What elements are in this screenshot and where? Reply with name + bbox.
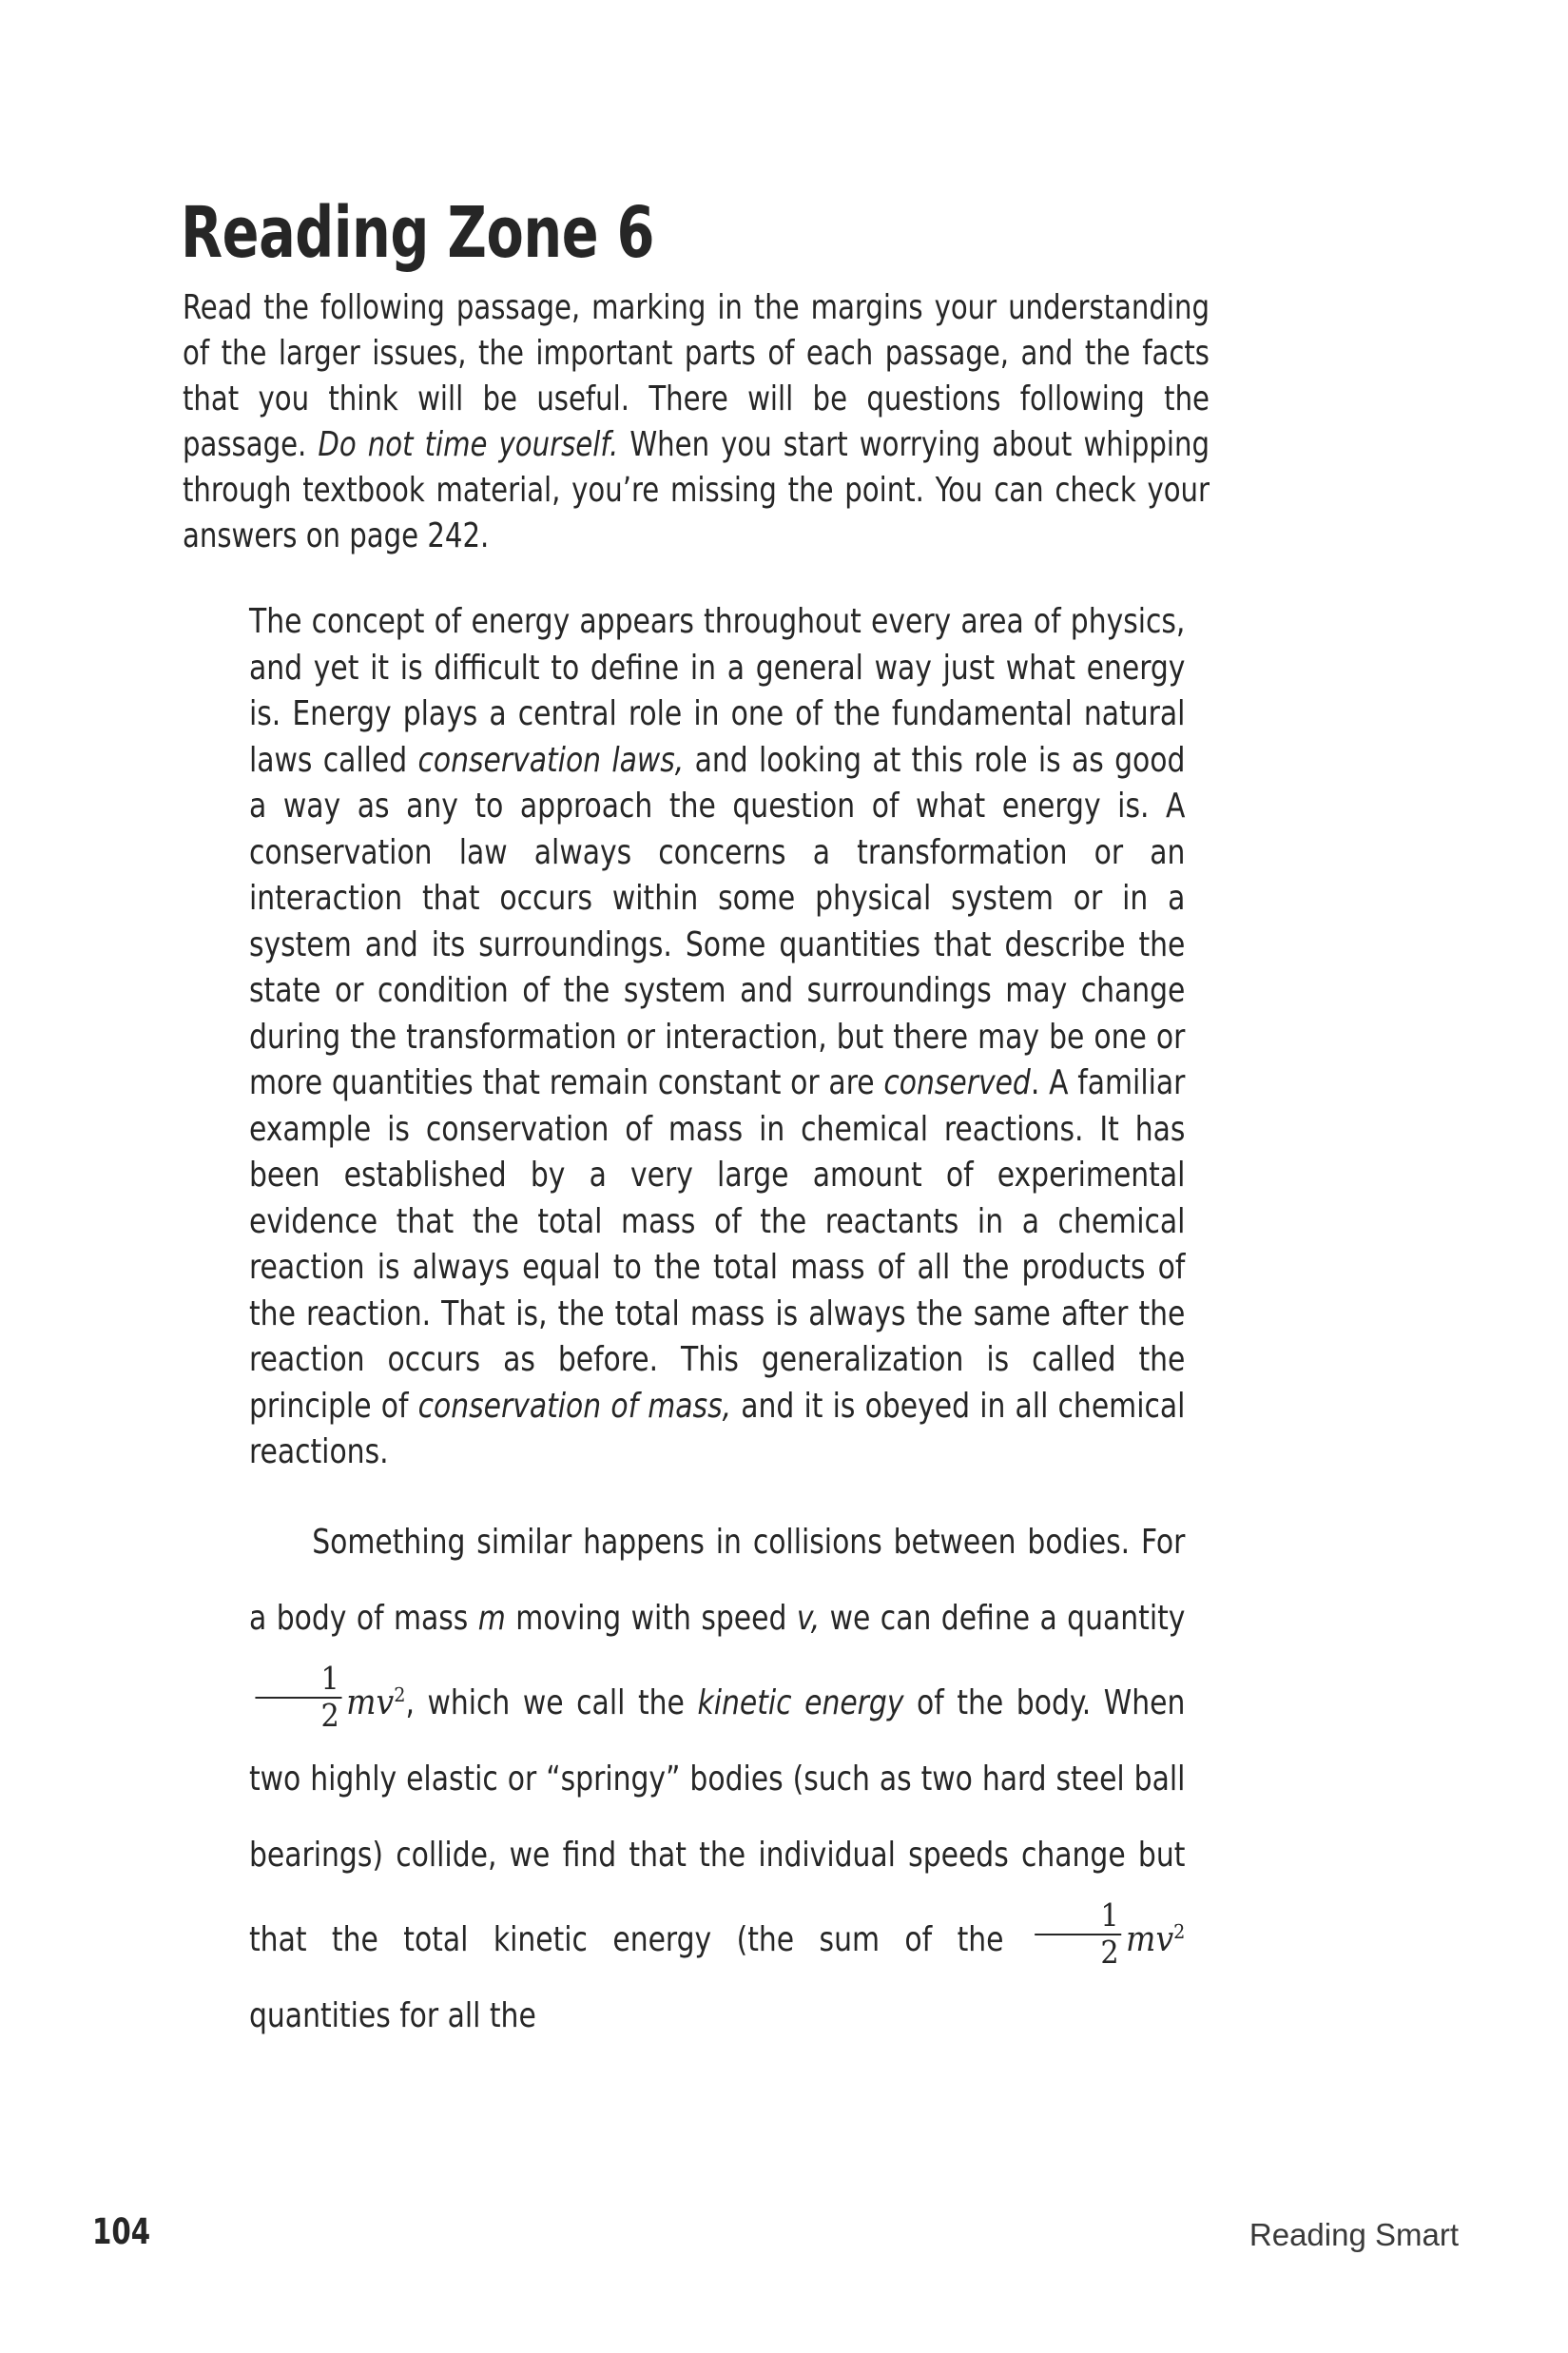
- passage-p1-italic-conserved: conserved: [883, 1063, 1031, 1102]
- passage-p2-variable-v: v,: [796, 1598, 821, 1638]
- page-title: Reading Zone 6: [181, 191, 655, 274]
- kinetic-energy-fraction-second: [1035, 1896, 1121, 1972]
- passage-p1-seg2: and looking at this role is as good a way as any to approach the question of what energy is. A conservation law always concerns a transformation or an interaction that occurs within some physical system or in a system and its surroundings. Some quantities that describe the state or condition of the system and surroundings may change during the transformation or interaction, but there may be one or more quantities that remain constant or are: [249, 740, 1186, 1102]
- footer-page-number: 104: [92, 2211, 151, 2252]
- fraction-denominator: 2: [320, 1697, 339, 1735]
- passage-paragraph-2: [249, 1505, 1185, 2054]
- passage-p2-seg3: we can define a quantity: [820, 1598, 1186, 1638]
- kinetic-energy-expression-first: [346, 1683, 405, 1722]
- kinetic-energy-fraction-first: [255, 1660, 341, 1735]
- passage-p1-seg4: and it is obeyed in all chemical reactions.: [249, 1386, 1186, 1471]
- passage-p1-italic-conservation-laws: conservation laws,: [417, 740, 685, 780]
- fraction-numerator: 1: [1100, 1896, 1119, 1935]
- intro-instructions: [183, 285, 1210, 559]
- fraction-denominator: 2: [1100, 1934, 1119, 1972]
- mv-base: mv: [346, 1682, 395, 1722]
- passage-p2-seg5: of the body. When two highly elastic or “springy” bodies (such as two hard steel ball bearings) collide, we find that the individual speeds change but that the total kinetic energy (the sum of the: [249, 1682, 1186, 1959]
- mv-exponent: 2: [394, 1682, 406, 1706]
- mv-exponent: 2: [1173, 1919, 1186, 1943]
- footer-book-title: Reading Smart: [1249, 2217, 1459, 2252]
- fraction-numerator: 1: [320, 1660, 339, 1698]
- kinetic-energy-expression-second: [1126, 1920, 1185, 1959]
- intro-text-part1: Read the following passage, marking in the margins your understanding of the larger issues, the important parts of each passage, and the facts that you think will be useful. There will be questions following the passage.: [183, 288, 1210, 464]
- passage-p2-seg6: quantities for all the: [249, 1995, 536, 2035]
- passage-p2-italic-kinetic-energy: kinetic energy: [697, 1682, 904, 1722]
- passage-p1-seg1: The concept of energy appears throughout every area of physics, and yet it is difficult to define in a general way just what energy is. Energy plays a central role in one of the fundamental natural laws called: [249, 602, 1186, 780]
- passage-p2-seg2: moving with speed: [505, 1598, 797, 1638]
- passage-p2-seg4: , which we call the: [405, 1682, 698, 1722]
- intro-text-part2: When you start worrying about whipping through textbook material, you’re missing the point. You can check your answers on page 242.: [183, 425, 1210, 555]
- passage-p1-seg3: . A familiar example is conservation of mass in chemical reactions. It has been established by a very large amount of experimental evidence that the total mass of the reactants in a chemical reaction is always equal to the total mass of all the products of the reaction. That is, the total mass is always the same after the reaction occurs as before. This generalization is called the principle of: [249, 1063, 1186, 1426]
- passage-p2-seg1: Something similar happens in collisions between bodies. For a body of mass: [249, 1522, 1186, 1638]
- mv-base: mv: [1126, 1919, 1174, 1959]
- reading-passage: [249, 599, 1185, 2054]
- intro-emphasis: Do not time yourself.: [318, 425, 619, 464]
- passage-p1-italic-conservation-of-mass: conservation of mass,: [417, 1386, 732, 1426]
- passage-paragraph-1: [249, 599, 1185, 1476]
- passage-p2-variable-m: m: [477, 1598, 506, 1638]
